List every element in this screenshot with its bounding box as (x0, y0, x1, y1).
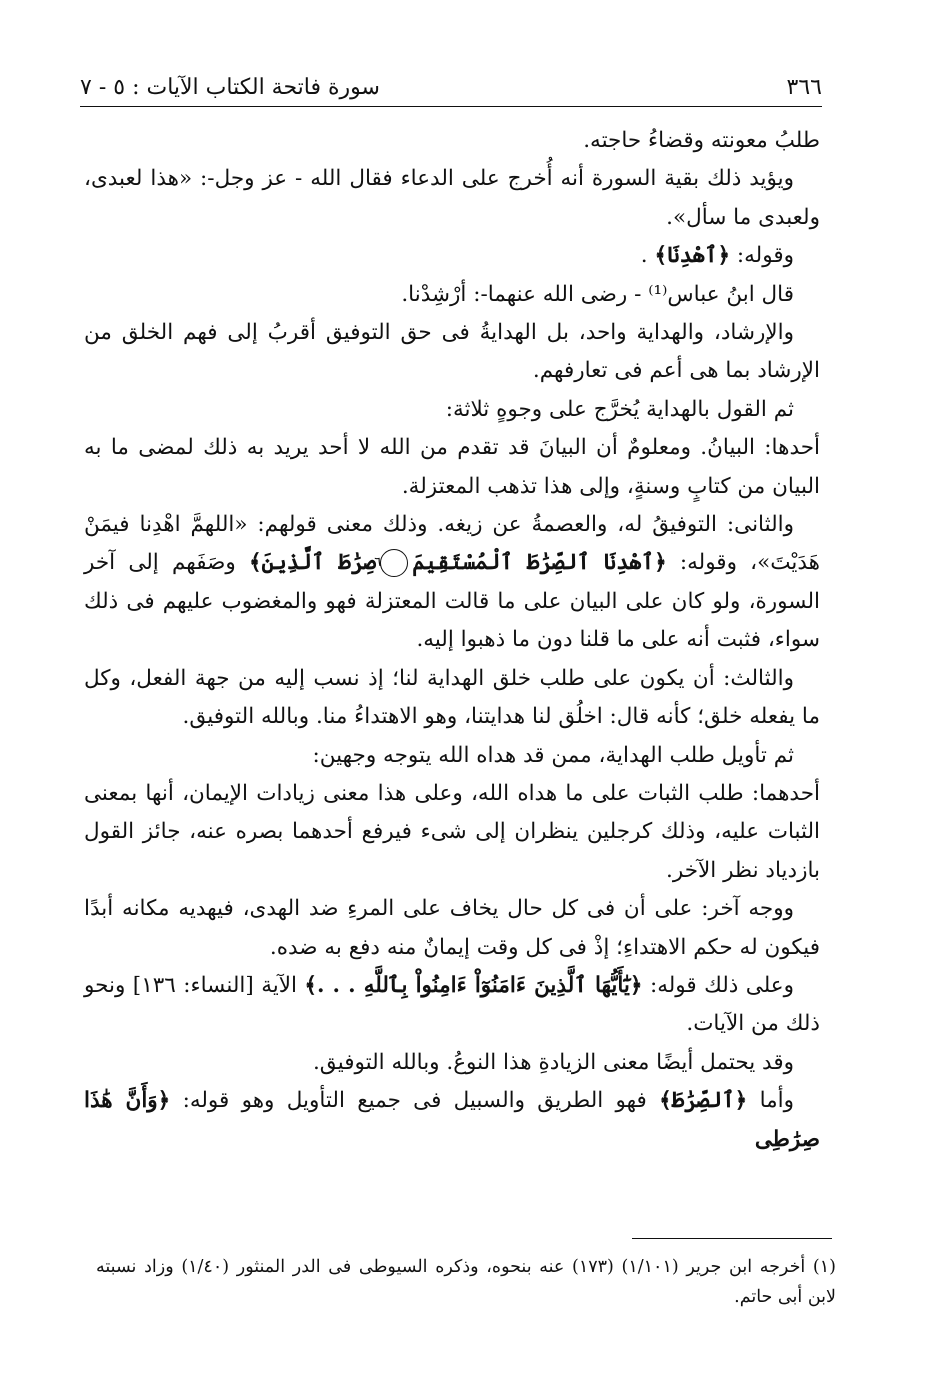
running-title: سورة فاتحة الكتاب الآيات : ٥ - ٧ (80, 75, 380, 100)
paragraph-6: ثم القول بالهداية يُخرَّج على وجوهٍ ثلاثة: (445, 396, 794, 422)
text-run: الآية [النساء: ١٣٦] ونحو ذلك من الآيات. (84, 972, 820, 1037)
quran-quote: ﴿ٱلصِّرَٰطَ﴾ (659, 1088, 748, 1114)
paragraph-3 (84, 237, 820, 275)
header-divider (80, 106, 822, 107)
footnote-1: (١) أخرجه ابن جرير (١/١٠١) (١٧٣) عنه بنحوه، وذكره السيوطى فى الدر المنثور (١/٤٠) وزاد نسبته لابن أبى حاتم. (96, 1257, 836, 1307)
paragraph-7: أحدها: البيانُ. ومعلومٌ أن البيانَ قد تقدم من الله لا أحد يريد به ذلك لمضى ما به البيان من كتابٍ وسنةٍ، وإلى هذا تذهب المعتزلة. (84, 435, 820, 499)
quran-quote: ﴿وَأَنَّ هَٰذَا صِرَٰطِى (84, 1088, 820, 1152)
page-number: ٣٦٦ (786, 75, 822, 100)
quran-quote: ﴿يَٰٓأَيُّهَا ٱلَّذِينَ ءَامَنُوٓاْ ءَامِنُواْ بِٱللَّهِ . . .﴾ (304, 972, 643, 998)
paragraph-8 (84, 506, 820, 660)
paragraph-14: وقد يحتمل أيضًا معنى الزيادةِ هذا النوعُ. وبالله التوفيق. (312, 1049, 794, 1075)
footnote (96, 1252, 836, 1312)
paragraph-4: قال ابنُ عباس⁽¹⁾ - رضى الله عنهما-: أرْشِدْنا. (401, 281, 794, 307)
paragraph-1: طلبُ معونته وقضاءُ حاجته. (583, 128, 820, 153)
quran-quote: ﴿ٱهْدِنَا ٱلصِّرَٰطَ ٱلْمُسْتَقِيمَ (412, 550, 667, 576)
quran-quote: صِرَٰطَ ٱلَّذِينَ﴾ (248, 550, 377, 576)
footnote-divider (632, 1238, 832, 1239)
main-text (84, 122, 820, 1159)
running-header (80, 68, 822, 100)
quran-quote: ﴿ٱهْدِنَا﴾ (654, 243, 731, 269)
text-run: وقوله: (730, 243, 794, 269)
paragraph-5: والإرشاد، والهداية واحد، بل الهدايةُ فى حق التوفيق أقربُ إلى فهم الخلق من الإرشاد بما هى أعم فى تعارفهم. (84, 320, 820, 384)
text-run: وأما (747, 1088, 794, 1114)
text-run: . (640, 243, 655, 269)
paragraph-15 (84, 1082, 820, 1159)
paragraph-9: والثالث: أن يكون على طلب خلق الهداية لنا؛ إذ نسب إليه من جهة الفعل، وكل ما يفعله خلق؛ كأنه قال: اخلُق لنا هدايتنا، وهو الاهتداءُ منا. وبالله التوفيق. (84, 665, 820, 730)
paragraph-12: ووجه آخر: على أن فى كل حال يخاف على المرءِ ضد الهدى، فيهديه مكانه أبدًا فيكون له حكم الاهتداءِ؛ إذْ فى كل وقت إيمانٌ منه دفع به ضده. (84, 896, 820, 960)
ayah-number-mark: ٦ (380, 549, 408, 577)
text-run: وعلى ذلك قوله: (642, 972, 795, 998)
paragraph-13 (84, 967, 820, 1044)
text-run: فهو الطريق والسبيل فى جميع التأويل وهو قوله: (170, 1088, 660, 1114)
paragraph-10: ثم تأويل طلب الهداية، ممن قد هداه الله يتوجه وجهين: (312, 742, 794, 768)
text-run: والثانى: التوفيقُ له، والعصمةُ عن زيغه. وذلك معنى قولهم: «اللهمَّ اهْدِنا فيمَنْ هَدَيْتَ»، وقوله: (84, 512, 820, 576)
paragraph-11: أحدهما: طلب الثبات على ما هداه الله، وعلى هذا معنى زيادات الإيمان، أنها بمعنى الثبات عليه، وذلك كرجلين ينظران إلى شىء فيرفع أحدهما بصره عنه، جائز القول بازدياد نظر الآخر. (84, 780, 820, 883)
text-run: وصَفَهم إلى آخر السورة، ولو كان على البيان على ما قالت المعتزلة فهو والمغضوب عليهم فى ذلك سواء، فثبت أنه على ما قلنا دون ما ذهبوا إليه. (84, 550, 820, 653)
paragraph-2: ويؤيد ذلك بقية السورة أنه أُخرج على الدعاء فقال الله - عز وجل-: «هذا لعبدى، ولعبدى ما سأل». (84, 166, 820, 230)
